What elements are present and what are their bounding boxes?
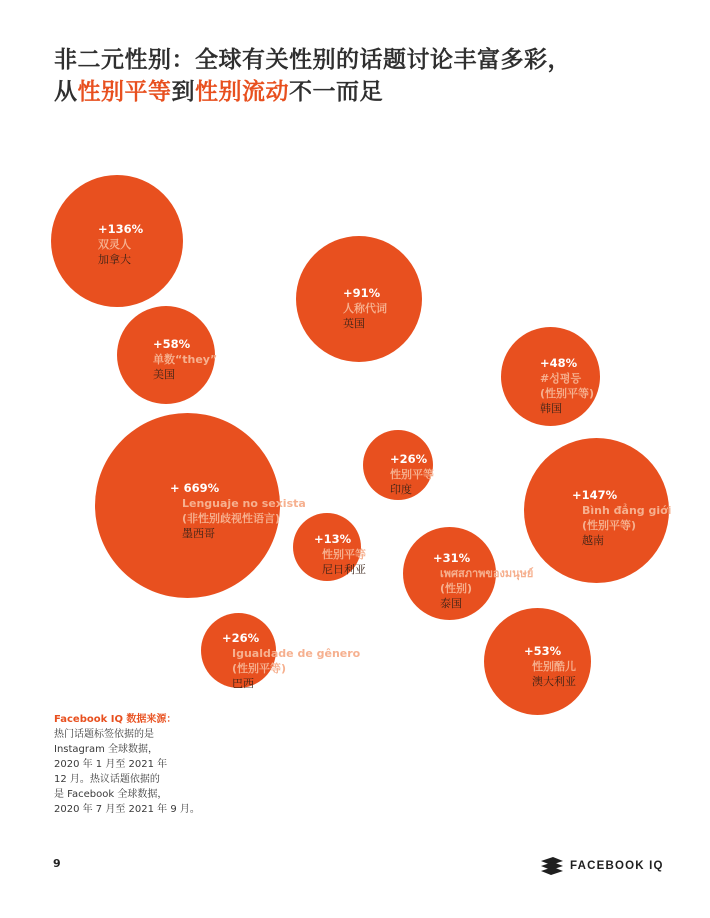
label-australia <box>524 644 576 689</box>
source-heading: Facebook IQ 数据来源： <box>54 714 177 725</box>
pct-value: +26% <box>390 452 428 466</box>
pct-value: +48% <box>540 356 578 370</box>
label-india <box>390 452 434 497</box>
pct-value: +31% <box>433 551 471 565</box>
title-prefix: 从 <box>54 79 78 105</box>
pct-value: +91% <box>343 286 381 300</box>
country-name: 印度 <box>390 483 412 496</box>
country-name: 巴西 <box>232 677 254 690</box>
country-name: 墨西哥 <box>182 527 215 540</box>
country-name: 越南 <box>582 534 604 547</box>
hashtag-translation: (性别) <box>440 582 473 595</box>
country-name: 加拿大 <box>98 253 131 266</box>
hashtag-translation: (非性别歧视性语言) <box>182 512 281 525</box>
page-title <box>54 44 674 108</box>
title-line-2 <box>54 76 674 108</box>
source-line: 热门话题标签依据的是 <box>54 729 154 740</box>
hashtag: 人称代词 <box>343 302 387 315</box>
hashtag-translation: (性别平等) <box>582 519 637 532</box>
brand-name: FACEBOOK IQ <box>570 860 664 872</box>
pct-value: +13% <box>314 532 352 546</box>
label-usa <box>153 337 217 382</box>
label-uk <box>343 286 387 331</box>
country-name: 韩国 <box>540 402 562 415</box>
hashtag: 性别平等 <box>322 548 366 561</box>
label-korea <box>540 356 594 416</box>
pct-value: +58% <box>153 337 191 351</box>
title-line-1: 非二元性别：全球有关性别的话题讨论丰富多彩， <box>54 47 571 73</box>
country-name: 尼日利亚 <box>322 563 366 576</box>
facebook-iq-logo-icon <box>541 857 563 875</box>
hashtag-translation: (性别平等) <box>540 387 595 400</box>
source-line: 12 月。热议话题依据的 <box>54 774 160 785</box>
hashtag: 性别酷儿 <box>532 660 576 673</box>
label-brazil <box>222 631 360 691</box>
hashtag: Lenguaje no sexista <box>182 497 306 510</box>
label-vietnam <box>572 488 671 548</box>
pct-value: +26% <box>222 631 260 645</box>
country-name: 澳大利亚 <box>532 675 576 688</box>
pct-value: + 669% <box>170 481 220 495</box>
title-suffix: 不一而足 <box>289 79 383 105</box>
label-mexico <box>170 481 306 541</box>
country-name: 英国 <box>343 317 365 330</box>
pct-value: +136% <box>98 222 144 236</box>
hashtag: Igualdade de gênero <box>232 647 361 660</box>
source-line: 2020 年 1 月至 2021 年 <box>54 759 168 770</box>
pct-value: +147% <box>572 488 618 502</box>
hashtag: Bình đẳng giới <box>582 504 672 517</box>
brand-logo <box>541 856 664 876</box>
hashtag: 性别平等 <box>390 468 434 481</box>
label-canada <box>98 222 143 267</box>
page-number: 9 <box>53 857 61 870</box>
country-name: 美国 <box>153 368 175 381</box>
source-note <box>54 712 204 817</box>
pct-value: +53% <box>524 644 562 658</box>
label-nigeria <box>314 532 366 577</box>
hashtag-translation: (性别平等) <box>232 662 287 675</box>
country-name: 泰国 <box>440 597 462 610</box>
hashtag: #성평등 <box>540 372 582 385</box>
title-highlight-fluidity: 性别流动 <box>195 79 289 105</box>
hashtag: 双灵人 <box>98 238 131 251</box>
title-highlight-equality: 性别平等 <box>77 79 172 105</box>
label-thailand <box>433 551 533 611</box>
source-line: Instagram 全球数据， <box>54 744 159 755</box>
hashtag: 单数“they” <box>153 353 218 366</box>
title-mid: 到 <box>171 79 195 105</box>
hashtag: เพศสภาพของมนุษย์ <box>440 567 534 580</box>
source-line: 是 Facebook 全球数据， <box>54 789 168 800</box>
source-line: 2020 年 7 月至 2021 年 9 月。 <box>54 804 200 815</box>
